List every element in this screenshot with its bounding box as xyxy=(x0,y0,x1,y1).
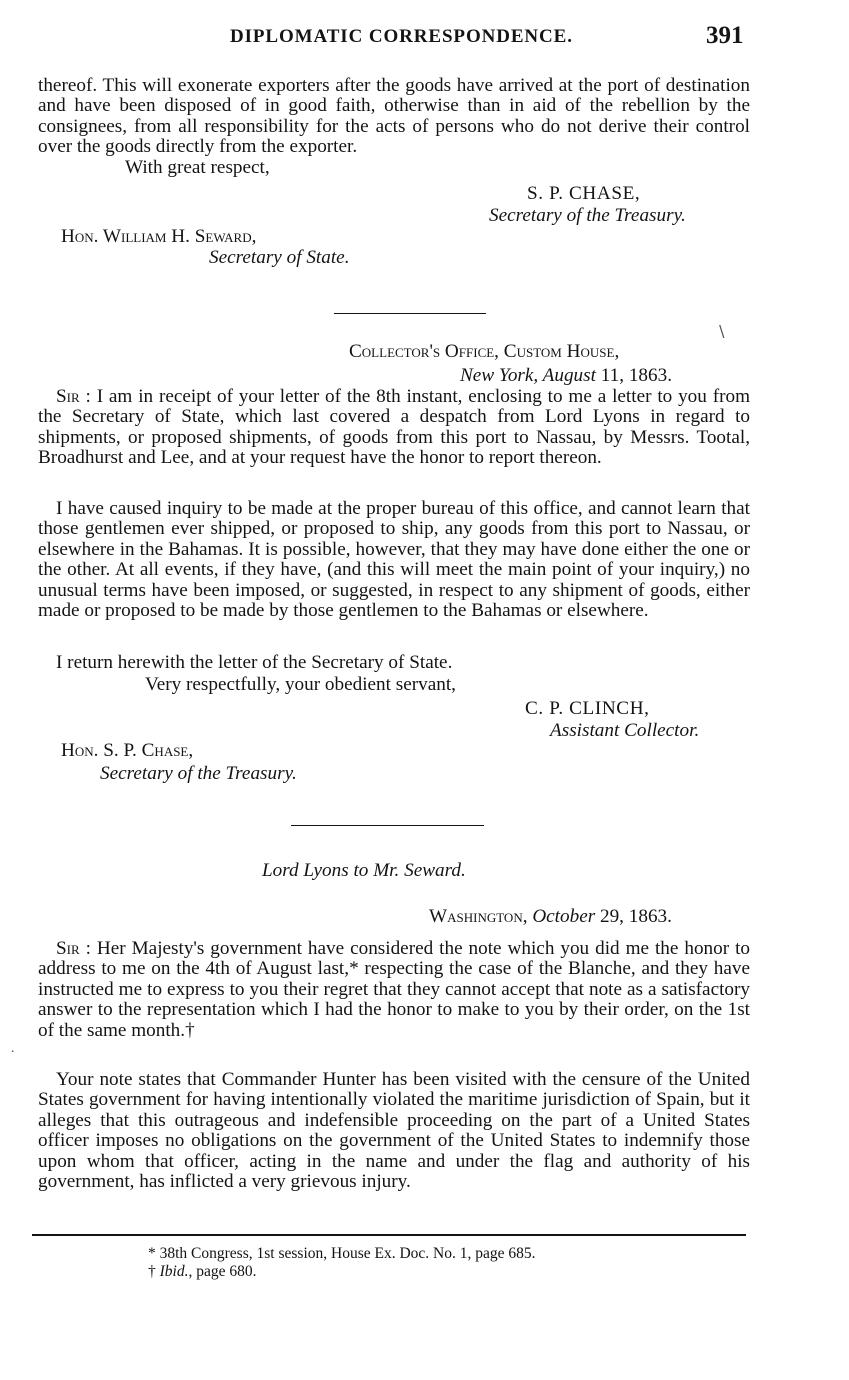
clinch-paragraph-1-text: I am in receipt of your letter of the 8th instant, enclosing to me a letter to you from the Secretary of State, which last covered a despatch from Lord Lyons in regard to shipments, or proposed shipments, of goods from this port to Nassau, by Messrs. Tootal, Broadhurst and Lee, and at your request have the honor to report thereon. xyxy=(38,386,750,469)
clinch-paragraph-2: I have caused inquiry to be made at the proper bureau of this office, and cannot learn that those gentlemen ever shipped, or proposed to ship, any goods from this port to Nassau, or elsewhere in the Bahamas. It is possible, however, that they may have done either the one or the other. At all events, if they have, (and this will meet the main point of your inquiry,) no unusual terms have been imposed, or suggested, in respect to any shipment of goods, either made or proposed to be made by those gentlemen to the Bahamas or elsewhere. xyxy=(38,498,750,622)
clinch-dateline xyxy=(460,366,672,386)
clinch-dateline-city: New York, August xyxy=(460,365,596,386)
lyons-dateline xyxy=(429,907,672,927)
lyons-paragraph-2: Your note states that Commander Hunter has been visited with the censure of the United States government for having intentionally violated the maritime jurisdiction of Spain, but it alleges that this outrageous and indefensible proceeding on the part of a United States officer imposes no obligations on the government of the United States to indemnify those upon whom that officer, acting in the name and under the flag and authority of his government, has inflicted a very grievous injury. xyxy=(38,1069,750,1193)
clinch-signature-title: Assistant Collector. xyxy=(550,720,700,741)
lyons-dateline-place: Washington, xyxy=(429,906,528,927)
clinch-paragraph-1 xyxy=(38,387,750,469)
running-title: DIPLOMATIC CORRESPONDENCE. xyxy=(230,26,573,47)
clinch-salutation: Sir : xyxy=(56,386,91,407)
section-divider xyxy=(334,313,486,314)
chase-letter-body: thereof. This will exonerate exporters after the goods have arrived at the port of destination and have been disposed of in good faith, otherwise than in aid of the rebellion by the consignees, from all responsibility for the acts of persons who do not derive their control over the goods directly from the exporter. xyxy=(38,75,750,158)
footnote-rule xyxy=(32,1234,746,1236)
clinch-signature-name: C. P. CLINCH, xyxy=(525,698,650,719)
footnote-2-ibid: Ibid. xyxy=(159,1263,189,1280)
footnote-2-marker: † xyxy=(148,1263,160,1280)
lyons-paragraph-1 xyxy=(38,939,750,1041)
footnote-2 xyxy=(148,1263,256,1280)
section-divider-2 xyxy=(291,825,484,826)
lyons-heading: Lord Lyons to Mr. Seward. xyxy=(262,860,466,881)
margin-speck: ˙ xyxy=(10,1048,16,1065)
footnote-1: * 38th Congress, 1st session, House Ex. Doc. No. 1, page 685. xyxy=(148,1245,536,1262)
chase-closing: With great respect, xyxy=(125,157,270,178)
seward-addressee-name: Hon. William H. Seward, xyxy=(61,226,257,247)
lyons-salutation: Sir : xyxy=(56,938,91,959)
chase-addressee-title: Secretary of the Treasury. xyxy=(100,763,297,784)
chase-addressee-name: Hon. S. P. Chase, xyxy=(61,740,194,761)
seward-addressee-title: Secretary of State. xyxy=(209,247,350,268)
running-header xyxy=(0,20,849,56)
lyons-paragraph-1-text: Her Majesty's government have considered the note which you did me the honor to address to me on the 4th of August last,* respecting the case of the Blanche, and they have instructed me to express to you their regret that they cannot accept that note as a satisfactory answer to the representation which I had the honor to make to you by their order, on the 1st of the same month.† xyxy=(38,938,750,1041)
chase-signature-title: Secretary of the Treasury. xyxy=(489,205,686,226)
clinch-paragraph-3: I return herewith the letter of the Secretary of State. xyxy=(56,652,453,673)
clinch-dateline-date: 11, 1863. xyxy=(600,365,672,386)
print-speck: ∖ xyxy=(716,324,727,341)
chase-signature-name: S. P. CHASE, xyxy=(527,183,641,204)
page-number: 391 xyxy=(706,22,744,49)
clinch-closing: Very respectfully, your obedient servant, xyxy=(145,674,456,695)
clinch-dateline-place: Collector's Office, Custom House, xyxy=(349,341,620,362)
footnote-2-rest: , page 680. xyxy=(188,1263,257,1280)
lyons-dateline-month: October xyxy=(532,906,596,927)
lyons-dateline-date: 29, 1863. xyxy=(599,906,672,927)
